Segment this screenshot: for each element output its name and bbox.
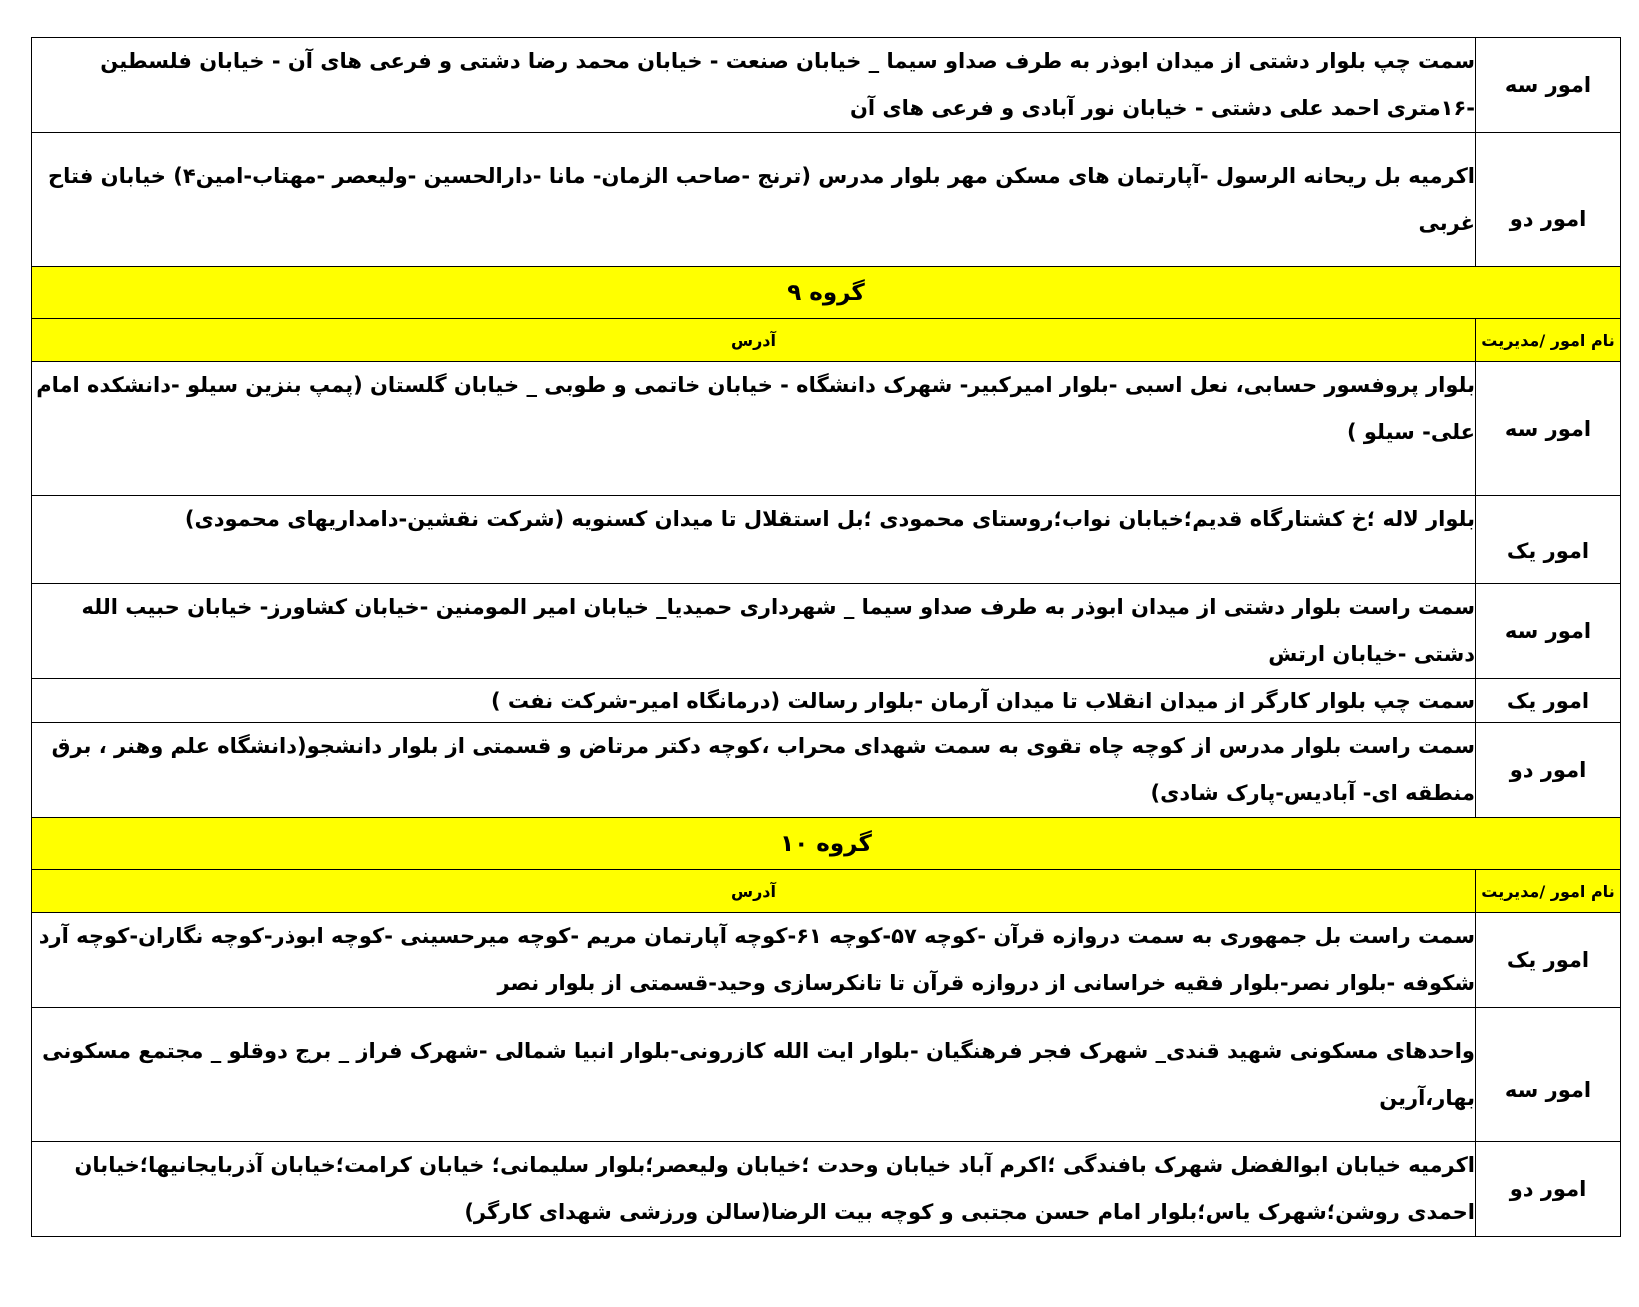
unit-name-cell: امور دو	[1476, 723, 1621, 818]
address-cell: اکرمیه بل ریحانه الرسول -آپارتمان های مسکن مهر بلوار مدرس (ترنج -صاحب الزمان- مانا -دارالحسین -ولیعصر -مهتاب-امین۴) خیابان فتاح غربی	[32, 133, 1476, 267]
table-row	[32, 38, 1621, 133]
column-header-unit: نام امور /مدیریت	[1476, 870, 1621, 913]
unit-name-cell: امور سه	[1476, 1008, 1621, 1142]
unit-name-cell: امور سه	[1476, 362, 1621, 496]
group-10-title-row	[32, 818, 1621, 870]
group-10-title: گروه ۱۰	[32, 818, 1621, 870]
unit-name-cell: امور یک	[1476, 496, 1621, 584]
address-cell: واحدهای مسکونی شهید قندی_ شهرک فجر فرهنگیان -بلوار ایت الله کازرونی-بلوار انبیا شمالی -شهرک فراز _ برج دوقلو _ مجتمع مسکونی بهار،آرین	[32, 1008, 1476, 1142]
address-cell: سمت چپ بلوار کارگر از میدان انقلاب تا میدان آرمان -بلوار رسالت (درمانگاه امیر-شرکت نفت )	[32, 679, 1476, 723]
unit-name-cell: امور دو	[1476, 133, 1621, 267]
address-cell: سمت راست بل جمهوری به سمت دروازه قرآن -کوچه ۵۷-کوچه ۶۱-کوچه آپارتمان مریم -کوچه میرحسینی -کوچه ابوذر-کوچه نگاران-کوچه آرد شکوفه -بلوار نصر-بلوار فقیه خراسانی از دروازه قرآن تا تانکرسازی وحید-قسمتی از بلوار نصر	[32, 913, 1476, 1008]
unit-name-cell: امور دو	[1476, 1142, 1621, 1237]
address-cell: سمت راست بلوار مدرس از کوچه چاه تقوی به سمت شهدای محراب ،کوچه دکتر مرتاض و قسمتی از بلوار دانشجو(دانشگاه علم وهنر ، برق منطقه ای- آبادیس-پارک شادی)	[32, 723, 1476, 818]
unit-name-cell: امور یک	[1476, 913, 1621, 1008]
group-9-header-row	[32, 319, 1621, 362]
table-row	[32, 584, 1621, 679]
table-row	[32, 1142, 1621, 1237]
address-cell: اکرمیه خیابان ابوالفضل شهرک بافندگی ؛اکرم آباد خیابان وحدت ؛خیابان ولیعصر؛بلوار سلیمانی؛ خیابان کرامت؛خیابان آذربایجانیها؛خیابان احمدی روشن؛شهرک یاس؛بلوار امام حسن مجتبی و کوچه بیت الرضا(سالن ورزشی شهدای کارگر)	[32, 1142, 1476, 1237]
unit-name-cell: امور یک	[1476, 679, 1621, 723]
column-header-unit: نام امور /مدیریت	[1476, 319, 1621, 362]
address-cell: سمت چپ بلوار دشتی از میدان ابوذر به طرف صداو سیما _ خیابان صنعت - خیابان محمد رضا دشتی و فرعی های آن - خیابان فلسطین -۱۶متری احمد علی دشتی - خیابان نور آبادی و فرعی های آن	[32, 38, 1476, 133]
column-header-address: آدرس	[32, 319, 1476, 362]
table-row	[32, 133, 1621, 267]
table-row	[32, 679, 1621, 723]
table-row	[32, 496, 1621, 584]
group-10-header-row	[32, 870, 1621, 913]
address-cell: سمت راست بلوار دشتی از میدان ابوذر به طرف صداو سیما _ شهرداری حمیدیا_ خیابان امیر المومنین -خیابان کشاورز- خیابان حبیب الله دشتی -خیابان ارتش	[32, 584, 1476, 679]
table-row	[32, 913, 1621, 1008]
unit-name-cell: امور سه	[1476, 38, 1621, 133]
outage-schedule-table	[31, 37, 1621, 1237]
group-9-title: گروه ۹	[32, 267, 1621, 319]
address-cell: بلوار لاله ؛خ کشتارگاه قدیم؛خیابان نواب؛روستای محمودی ؛بل استقلال تا میدان کسنویه (شرکت نقشین-دامداریهای محمودی)	[32, 496, 1476, 584]
group-9-title-row	[32, 267, 1621, 319]
address-cell: بلوار پروفسور حسابی، نعل اسبی -بلوار امیرکبیر- شهرک دانشگاه - خیابان خاتمی و طوبی _ خیابان گلستان (پمپ بنزین سیلو -دانشکده امام علی- سیلو )	[32, 362, 1476, 496]
unit-name-cell: امور سه	[1476, 584, 1621, 679]
table-row	[32, 362, 1621, 496]
table-row	[32, 1008, 1621, 1142]
column-header-address: آدرس	[32, 870, 1476, 913]
table-row	[32, 723, 1621, 818]
